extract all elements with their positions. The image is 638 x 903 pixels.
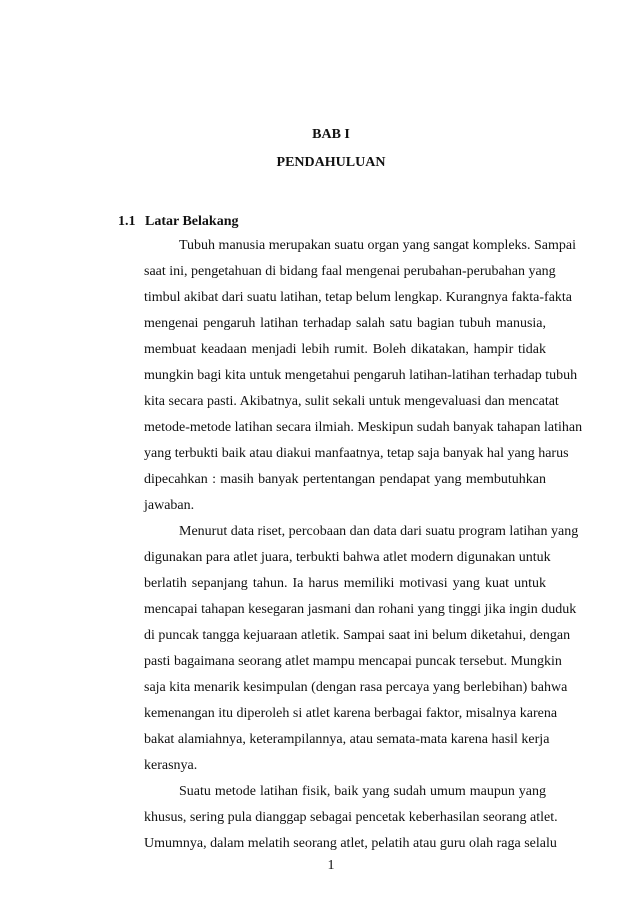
text-line: mungkin bagi kita untuk mengetahui pengaruh latihan-latihan terhadap tubuh [144, 368, 578, 383]
text-line: mengenai pengaruh latihan terhadap salah satu bagian tubuh manusia, [144, 316, 546, 331]
text-line: saja kita menarik kesimpulan (dengan rasa percaya yang berlebihan) bahwa [144, 680, 568, 695]
text-line: kerasnya. [144, 758, 198, 773]
section-title: Latar Belakang [145, 214, 239, 229]
chapter-number: BAB I [312, 127, 350, 142]
text-line: bakat alamiahnya, keterampilannya, atau semata-mata karena hasil kerja [144, 732, 550, 747]
body-paragraphs [144, 233, 583, 857]
text-line: metode-metode latihan secara ilmiah. Meskipun sudah banyak tahapan latihan [144, 420, 583, 435]
text-line: jawaban. [144, 498, 195, 513]
page-number: 1 [327, 858, 335, 873]
text-line: Suatu metode latihan fisik, baik yang sudah umum maupun yang [179, 784, 546, 799]
text-line: berlatih sepanjang tahun. Ia harus memiliki motivasi yang kuat untuk [144, 576, 546, 591]
text-line: kemenangan itu diperoleh si atlet karena berbagai faktor, misalnya karena [144, 706, 558, 721]
text-line: membuat keadaan menjadi lebih rumit. Boleh dikatakan, hampir tidak [144, 342, 546, 357]
section-heading [118, 213, 238, 231]
text-line: mencapai tahapan kesegaran jasmani dan rohani yang tinggi jika ingin duduk [144, 602, 577, 617]
text-line: pasti bagaimana seorang atlet mampu mencapai puncak tersebut. Mungkin [144, 654, 562, 669]
text-line: yang terbukti baik atau diakui manfaatnya, tetap saja banyak hal yang harus [144, 446, 569, 461]
text-line: kita secara pasti. Akibatnya, sulit sekali untuk mengevaluasi dan mencatat [144, 394, 559, 409]
text-line: digunakan para atlet juara, terbukti bahwa atlet modern digunakan untuk [144, 550, 551, 565]
section-number: 1.1 [118, 214, 136, 229]
text-line: khusus, sering pula dianggap sebagai pencetak keberhasilan seorang atlet. [144, 810, 558, 825]
text-line: Menurut data riset, percobaan dan data dari suatu program latihan yang [179, 524, 579, 539]
chapter-title: PENDAHULUAN [276, 155, 386, 170]
text-line: timbul akibat dari suatu latihan, tetap belum lengkap. Kurangnya fakta-fakta [144, 290, 573, 305]
text-line: dipecahkan : masih banyak pertentangan pendapat yang membutuhkan [144, 472, 546, 487]
text-line: saat ini, pengetahuan di bidang faal mengenai perubahan-perubahan yang [144, 264, 556, 279]
text-line: Tubuh manusia merupakan suatu organ yang sangat kompleks. Sampai [179, 238, 576, 253]
text-line: Umumnya, dalam melatih seorang atlet, pelatih atau guru olah raga selalu [144, 836, 557, 851]
text-line: di puncak tangga kejuaraan atletik. Sampai saat ini belum diketahui, dengan [144, 628, 571, 643]
